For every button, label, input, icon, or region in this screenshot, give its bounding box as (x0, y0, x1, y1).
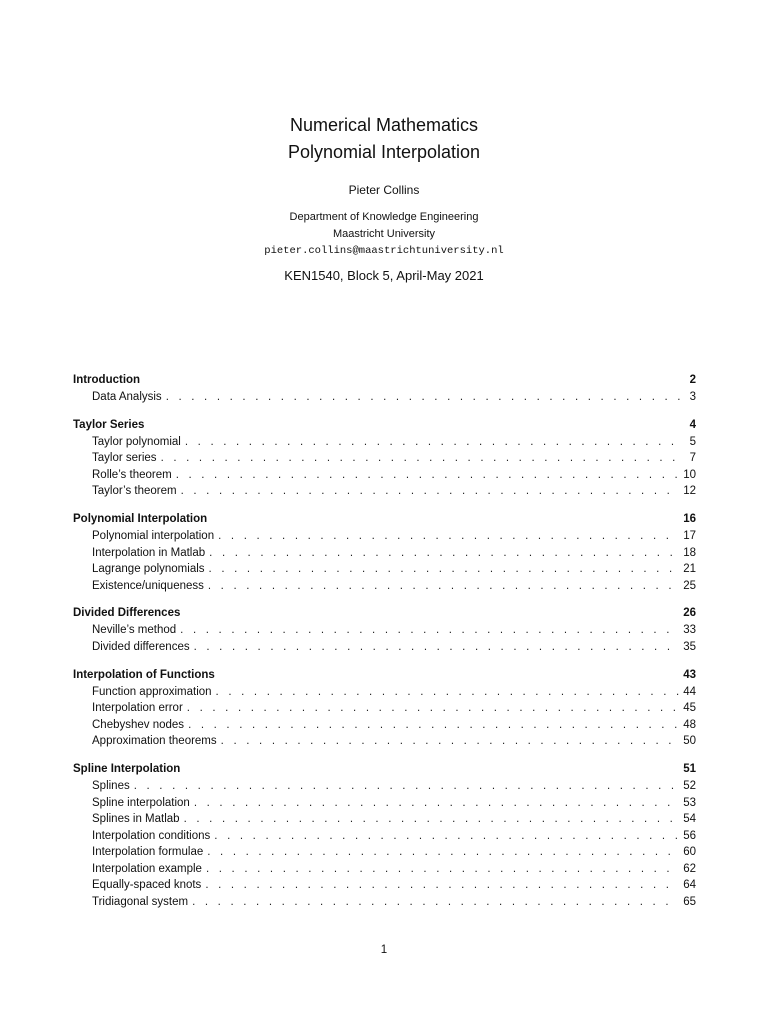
toc-leader-dots (166, 389, 680, 406)
toc-entry-title: Splines in Matlab (92, 813, 180, 826)
toc-entry[interactable] (73, 639, 696, 656)
toc-section (73, 761, 696, 911)
toc-entry-page: 65 (683, 896, 696, 909)
toc-leader-dots (208, 578, 679, 595)
toc-section-page: 4 (689, 418, 696, 431)
toc-leader-dots (221, 733, 680, 750)
toc-entry-page: 18 (683, 546, 696, 559)
toc-entry-page: 3 (689, 391, 696, 403)
title-block (0, 112, 768, 283)
toc-entry-title: Equally-spaced knots (92, 879, 202, 892)
toc-entry[interactable] (73, 894, 696, 911)
department: Department of Knowledge Engineering (289, 211, 479, 223)
toc-entry[interactable] (73, 795, 696, 812)
toc-section-page: 2 (689, 374, 696, 386)
toc-leader-dots (188, 717, 679, 734)
toc-section-heading[interactable] (73, 417, 696, 434)
toc-entry-title: Approximation theorems (92, 735, 217, 748)
table-of-contents (73, 372, 696, 922)
document-subtitle: Polynomial Interpolation (287, 142, 481, 162)
toc-entry-page: 21 (683, 563, 696, 576)
toc-entry-page: 12 (683, 485, 696, 498)
toc-entry[interactable] (73, 545, 696, 562)
toc-entry-title: Interpolation in Matlab (92, 546, 206, 559)
toc-entry[interactable] (73, 528, 696, 545)
page-number: 1 (380, 944, 388, 956)
toc-section-title: Interpolation of Functions (73, 668, 215, 681)
toc-section (73, 605, 696, 655)
toc-entry-page: 25 (683, 579, 696, 592)
toc-entry-page: 52 (683, 779, 696, 792)
toc-entry-page: 62 (683, 862, 696, 875)
toc-entry[interactable] (73, 877, 696, 894)
toc-section (73, 511, 696, 594)
course-info: KEN1540, Block 5, April-May 2021 (284, 268, 484, 283)
toc-entry[interactable] (73, 828, 696, 845)
toc-section-title: Polynomial Interpolation (73, 512, 208, 525)
toc-leader-dots (161, 450, 680, 467)
toc-entry-page: 53 (683, 796, 696, 809)
toc-entry[interactable] (73, 467, 696, 484)
toc-entry[interactable] (73, 811, 696, 828)
toc-leader-dots (184, 811, 680, 828)
toc-leader-dots (181, 483, 680, 500)
affiliation (0, 209, 768, 259)
toc-entry-title: Taylor’s theorem (92, 485, 177, 498)
toc-entry-page: 45 (683, 702, 696, 715)
toc-entry[interactable] (73, 717, 696, 734)
toc-section-page: 16 (683, 512, 696, 525)
toc-entry-page: 54 (683, 813, 696, 826)
toc-entry-title: Existence/uniqueness (92, 579, 204, 592)
toc-entry[interactable] (73, 434, 696, 451)
toc-section-heading[interactable] (73, 761, 696, 778)
toc-entry[interactable] (73, 684, 696, 701)
toc-leader-dots (194, 795, 679, 812)
toc-entry-page: 64 (683, 879, 696, 892)
toc-entry-page: 10 (683, 468, 696, 481)
toc-entry[interactable] (73, 778, 696, 795)
toc-entry-page: 7 (689, 452, 696, 465)
toc-section (73, 372, 696, 406)
toc-entry-title: Function approximation (92, 685, 212, 698)
toc-entry-title: Rolle’s theorem (92, 468, 172, 481)
toc-section-page: 43 (683, 668, 696, 681)
toc-section-page: 26 (683, 607, 696, 620)
toc-entry[interactable] (73, 844, 696, 861)
toc-entry-title: Spline interpolation (92, 796, 190, 809)
toc-entry[interactable] (73, 861, 696, 878)
toc-entry-page: 33 (683, 624, 696, 637)
toc-entry-title: Tridiagonal system (92, 896, 189, 909)
toc-section-title: Divided Differences (73, 607, 181, 620)
toc-entry-page: 44 (683, 685, 696, 698)
toc-entry-page: 50 (683, 735, 696, 748)
toc-entry-title: Interpolation error (92, 702, 183, 715)
toc-leader-dots (209, 545, 679, 562)
document-title: Numerical Mathematics (289, 115, 479, 135)
toc-entry-page: 17 (683, 529, 696, 542)
toc-entry-title: Lagrange polynomials (92, 563, 205, 576)
toc-entry-title: Chebyshev nodes (92, 718, 185, 731)
toc-leader-dots (205, 877, 679, 894)
toc-leader-dots (134, 778, 679, 795)
toc-leader-dots (218, 528, 679, 545)
toc-entry-title: Polynomial interpolation (92, 529, 215, 542)
toc-leader-dots (187, 700, 679, 717)
toc-entry-page: 48 (683, 718, 696, 731)
toc-entry-title: Taylor polynomial (92, 435, 181, 448)
toc-entry[interactable] (73, 733, 696, 750)
toc-entry[interactable] (73, 450, 696, 467)
toc-entry[interactable] (73, 700, 696, 717)
toc-leader-dots (207, 844, 679, 861)
toc-section-heading[interactable] (73, 511, 696, 528)
toc-entry-page: 56 (683, 829, 696, 842)
toc-section-page: 51 (683, 762, 696, 775)
toc-leader-dots (185, 434, 680, 451)
toc-section-heading[interactable] (73, 667, 696, 684)
toc-leader-dots (194, 639, 680, 656)
toc-entry-title: Taylor series (92, 452, 157, 465)
toc-section-title: Introduction (73, 374, 141, 386)
toc-section-title: Spline Interpolation (73, 762, 181, 775)
toc-entry-title: Divided differences (92, 640, 190, 653)
toc-leader-dots (192, 894, 679, 911)
toc-section-heading[interactable] (73, 605, 696, 622)
toc-entry-page: 60 (683, 846, 696, 859)
toc-entry-title: Splines (92, 779, 130, 792)
toc-leader-dots (209, 561, 680, 578)
author-name: Pieter Collins (348, 183, 420, 197)
toc-entry-title: Data Analysis (92, 391, 162, 403)
university: Maastricht University (332, 228, 436, 240)
toc-entry-title: Interpolation conditions (92, 829, 211, 842)
toc-entry[interactable] (73, 622, 696, 639)
toc-entry[interactable] (73, 578, 696, 595)
toc-leader-dots (216, 684, 680, 701)
toc-section (73, 417, 696, 500)
toc-entry-title: Neville’s method (92, 624, 177, 637)
toc-leader-dots (214, 828, 679, 845)
toc-entry[interactable] (73, 389, 696, 406)
author-email[interactable]: pieter.collins@maastrichtuniversity.nl (264, 245, 504, 257)
toc-section (73, 667, 696, 750)
toc-leader-dots (176, 467, 680, 484)
toc-section-title: Taylor Series (73, 418, 145, 431)
toc-entry-page: 5 (689, 435, 696, 448)
toc-entry-title: Interpolation example (92, 862, 202, 875)
toc-section-heading[interactable] (73, 372, 696, 389)
toc-entry[interactable] (73, 561, 696, 578)
toc-entry-title: Interpolation formulae (92, 846, 204, 859)
toc-leader-dots (206, 861, 679, 878)
toc-entry-page: 35 (683, 640, 696, 653)
toc-leader-dots (180, 622, 679, 639)
toc-entry[interactable] (73, 483, 696, 500)
